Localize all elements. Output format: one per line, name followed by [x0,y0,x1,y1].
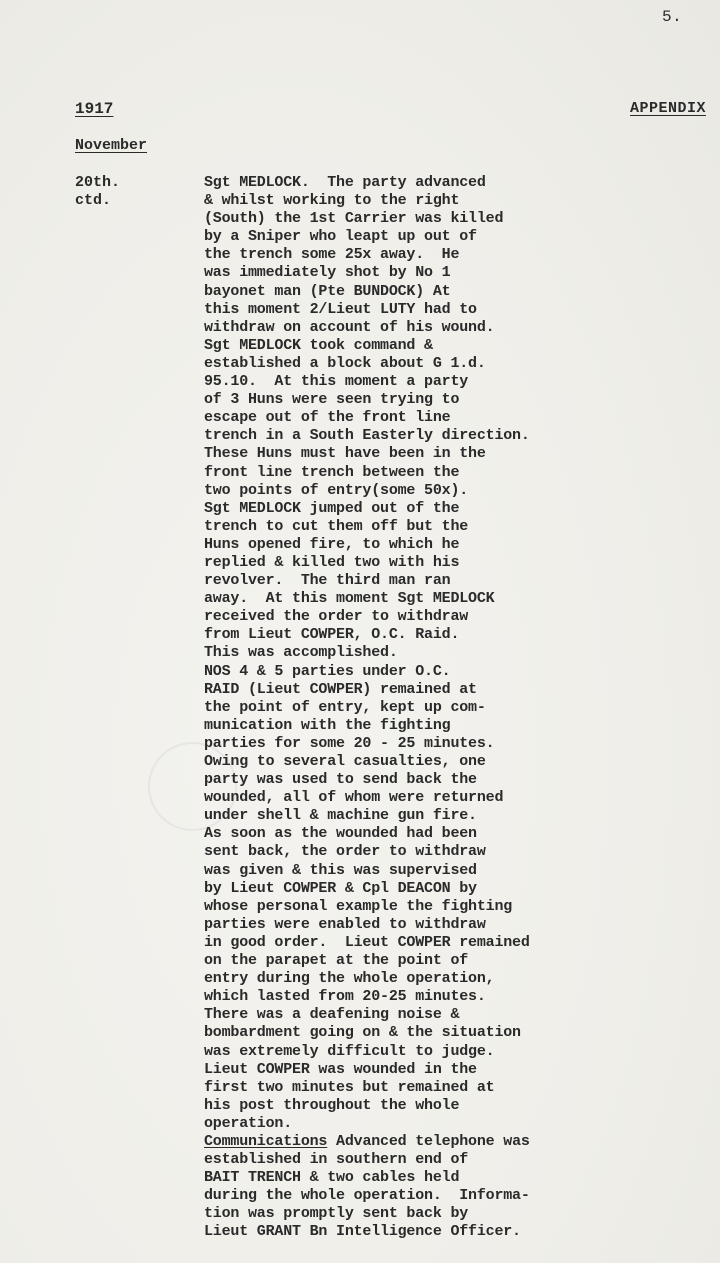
communications-heading: Communications [204,1132,328,1150]
narrative-lines [204,174,530,1133]
communications-first-line [204,1133,530,1151]
text-line: which lasted from 20-25 minutes. [204,988,486,1006]
text-line: in good order. Lieut COWPER remained [204,933,530,951]
text-line: Sgt MEDLOCK took command & [204,336,433,354]
text-line: 95.10. At this moment a party [204,373,469,391]
text-line: bombardment going on & the situation [204,1024,521,1042]
text-line: As soon as the wounded had been [204,825,477,843]
text-line: There was a deafening noise & [204,1006,460,1024]
text-line: was immediately shot by No 1 [204,264,451,282]
text-line: two points of entry(some 50x). [204,481,469,499]
text-line: NOS 4 & 5 parties under O.C. [204,662,451,680]
text-line: Huns opened fire, to which he [204,535,460,553]
text-line: away. At this moment Sgt MEDLOCK [204,590,495,608]
text-line: established a block about G 1.d. [204,354,486,372]
communications-line: established in southern end of [204,1151,469,1169]
text-line: from Lieut COWPER, O.C. Raid. [204,626,460,644]
text-line: received the order to withdraw [204,608,469,626]
text-line: front line trench between the [204,463,460,481]
report-body [204,174,530,1242]
text-line: replied & killed two with his [204,553,460,571]
text-line: this moment 2/Lieut LUTY had to [204,300,477,318]
text-line: & whilst working to the right [204,192,460,210]
communications-line: Lieut GRANT Bn Intelligence Officer. [204,1223,521,1241]
text-line: trench to cut them off but the [204,517,469,535]
text-line: was given & this was supervised [204,861,477,879]
text-line: Owing to several casualties, one [204,753,486,770]
year-heading: 1917 [75,100,114,118]
text-line: wounded, all of whom were returned [204,789,504,807]
communications-line: during the whole operation. Informa- [204,1187,530,1205]
text-line: This was accomplished. [204,644,398,662]
text-line: under shell & machine gun fire. [204,807,477,825]
text-line: Sgt MEDLOCK. The party advanced [204,174,486,191]
date-column [75,174,120,210]
text-line: on the parapet at the point of [204,952,469,970]
month-heading: November [75,137,148,154]
text-line: the trench some 25x away. He [204,246,460,264]
page-number: 5. [662,8,683,26]
text-line: RAID (Lieut COWPER) remained at [204,680,477,698]
text-line: withdraw on account of his wound. [204,318,495,336]
text-line: bayonet man (Pte BUNDOCK) At [204,282,451,300]
text-line: munication with the fighting [204,716,451,734]
date-continued: ctd. [75,192,112,210]
text-line: by a Sniper who leapt up out of [204,228,477,246]
text-line: sent back, the order to withdraw [204,843,486,861]
text-line: entry during the whole operation, [204,970,495,988]
text-line: Lieut COWPER was wounded in the [204,1060,477,1078]
text-line: whose personal example the fighting [204,897,513,915]
communications-line: tion was promptly sent back by [204,1205,469,1223]
text-line: escape out of the front line [204,409,451,427]
date-day: 20th. [75,174,121,191]
text-line: parties for some 20 - 25 minutes. [204,734,495,752]
text-line: by Lieut COWPER & Cpl DEACON by [204,879,477,897]
text-line: Sgt MEDLOCK jumped out of the [204,499,460,517]
text-line: These Huns must have been in the [204,445,486,463]
text-line: was extremely difficult to judge. [204,1042,495,1060]
text-line: revolver. The third man ran [204,572,451,590]
communications-line: BAIT TRENCH & two cables held [204,1169,460,1187]
text-line: parties were enabled to withdraw [204,915,486,933]
text-line: (South) the 1st Carrier was killed [204,210,504,228]
text-line: operation. [204,1114,293,1132]
text-line: party was used to send back the [204,771,477,789]
text-line: the point of entry, kept up com- [204,698,486,716]
communications-lines [204,1151,530,1241]
communications-line: Advanced telephone was [327,1132,530,1150]
text-line: his post throughout the whole [204,1096,460,1114]
text-line: first two minutes but remained at [204,1078,495,1096]
text-line: of 3 Huns were seen trying to [204,391,460,409]
text-line: trench in a South Easterly direction. [204,427,530,445]
appendix-label: APPENDIX [630,100,707,117]
